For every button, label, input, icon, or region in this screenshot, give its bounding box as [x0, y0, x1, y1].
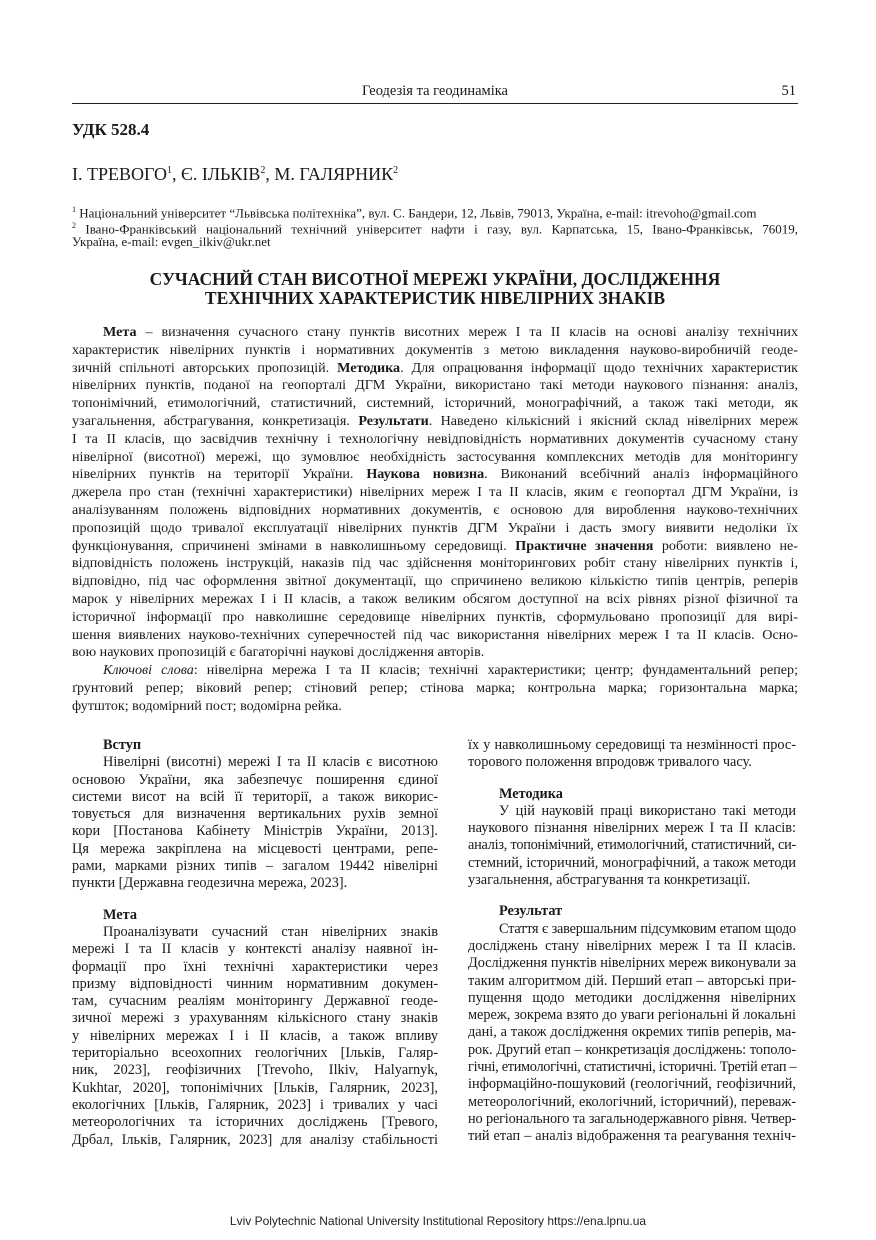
text-run: зичної мережі з урахуванням кількісного стану знаків	[72, 1010, 438, 1027]
author-name: М. ГАЛЯРНИК	[274, 164, 394, 184]
text-run: основою України, яка забезпечує поширення єдиної	[72, 771, 438, 788]
text-run: Стаття є завершальним підсумковим етапом щодо	[499, 920, 796, 937]
running-header-journal: Геодезія та геодинаміка	[362, 83, 508, 99]
abstract-line	[72, 324, 798, 342]
body-text-line	[72, 1132, 438, 1149]
text-run: нівелірної (висотної) мережі, що зумовлює необхідність застосування комплексних методів для моніторингу	[72, 448, 798, 465]
abstract-line	[72, 538, 798, 556]
affiliation-mark: 2	[72, 221, 76, 230]
text-run: шення виявлених науково-технічних суперечностей під час використання нівелірних мереж I та II класів. Осно-	[72, 626, 798, 643]
body-text-line	[72, 772, 438, 789]
text-run: нівелірних пунктів, поданої на геопорталі ДГМ України, використано такі методи наукового пізнання: аналіз,	[72, 377, 798, 394]
text-run: Kukhtar, 2020], топонімічних [Ільків, Галярник, 2023],	[72, 1079, 438, 1096]
bold-run-in-heading: Практичне значення	[515, 537, 654, 554]
text-run: аналіз, топонімічний, етимологічний, статистичний, си-	[468, 837, 796, 854]
text-run: призму відповідності чинним нормативним докумен-	[72, 975, 438, 992]
article-title-line: СУЧАСНИЙ СТАН ВИСОТНОЇ МЕРЕЖІ УКРАЇНИ, ДОСЛІДЖЕННЯ	[149, 269, 721, 289]
text-run: Методика	[499, 785, 563, 802]
abstract-line	[72, 644, 798, 662]
body-text-line	[72, 1114, 438, 1131]
abstract-line	[72, 627, 798, 645]
text-run: роботи: виявлено не-	[653, 537, 798, 554]
body-text-line	[468, 737, 796, 754]
body-text-line	[72, 941, 438, 958]
abstract	[72, 324, 798, 716]
body-text-line	[72, 858, 438, 875]
text-run: ґрунтовий репер; віковий репер; стіновий репер; стінова марка; контрольна марка; горизонтальна марка;	[72, 679, 798, 696]
text-run: рок. Другий етап – конкретизація досліджень: тополо-	[468, 1041, 796, 1058]
text-run: : нівелірна мережа I та II класів; технічні характеристики; центр; фундаментальний репер;	[193, 662, 798, 679]
repository-footer: Lviv Polytechnic National University Institutional Repository https://ena.lpnu.ua	[229, 1214, 647, 1228]
abstract-line	[72, 377, 798, 395]
abstract-line	[72, 520, 798, 538]
text-run: Дослідження пунктів нівелірних мереж виконували за	[468, 955, 796, 972]
text-run: . Наведено кількісний і якісний склад нівелірних мереж	[428, 412, 799, 429]
body-text-line	[468, 1024, 796, 1041]
body-text-line	[72, 1080, 438, 1097]
text-run: I та II класів, що засвідчив технічну і технологічну невідповідність нормативних документів сучасному стану	[72, 430, 798, 447]
body-text-line	[468, 837, 796, 854]
text-run: джерела про стан (технічні характеристики) нівелірних мереж I та II класів, яким є геопортал ДГМ України, із	[72, 484, 798, 501]
page-number: 51	[781, 83, 796, 99]
abstract-line	[72, 698, 798, 716]
text-run: інформаційно-пошуковий (геологічний, геофізичний,	[468, 1076, 796, 1093]
body-text-line	[468, 938, 796, 955]
body-text-line	[468, 1007, 796, 1024]
abstract-line	[72, 342, 798, 360]
body-text-line	[72, 993, 438, 1010]
text-run: екологічних [Ільків, Галярник, 2023] і тривалих у часі	[72, 1096, 438, 1113]
text-run: Мета	[103, 906, 137, 923]
paragraph-gap	[72, 893, 438, 907]
affiliation-mark: 1	[72, 205, 76, 214]
body-text-line	[72, 976, 438, 993]
text-run: рами, марками різних типів – загалом 19442 нівелірні	[72, 858, 438, 875]
text-run: Нівелірні (висотні) мережі I та II класів є висотною	[103, 754, 438, 771]
text-run: досліджень стану нівелірних мереж I та II класів.	[468, 937, 796, 954]
text-run: товується для визначення вертикальних рухів земної	[72, 806, 438, 823]
abstract-line	[72, 555, 798, 573]
section-heading	[468, 903, 796, 920]
text-run: футшток; водомірний пост; водомірна рейка.	[72, 697, 342, 714]
paragraph-gap	[468, 772, 796, 786]
text-run: таким алгоритмом дій. Перший етап – авторські при-	[468, 972, 796, 989]
text-run: відповідність положень інструкцій, наказів під час здійснення моніторингових робіт стану нівелірних пунктів і,	[72, 555, 798, 572]
body-text-line	[468, 955, 796, 972]
text-run: мереж, зокрема взято до уваги регіональні й локальні	[468, 1007, 796, 1024]
abstract-line	[72, 449, 798, 467]
bold-run-in-heading: Методика	[337, 359, 401, 376]
author-affiliation-mark: 2	[393, 165, 399, 176]
text-run: метеорологічний, екологічний, історичний), переваж-	[468, 1093, 796, 1110]
text-run: вою наукових пропозицій є багаторічні наукові дослідження авторів.	[72, 644, 485, 661]
text-run: . Виконаний всебічний аналіз інформаційного	[484, 466, 799, 483]
text-run: – визначення сучасного стану пунктів висотних мереж I та II класів на основі аналізу технічних	[136, 324, 798, 340]
text-run: їх у навколишньому середовищі та незмінності прос-	[468, 737, 796, 753]
text-run: системи висот на всій її території, а також викорис-	[72, 788, 438, 805]
text-run: зичній спільноті авторських пропозицій.	[72, 359, 338, 376]
author-affiliation-mark: 2	[260, 165, 266, 176]
body-text-line	[72, 754, 438, 771]
text-run: дані, а також дослідження окремих типів реперів, ма-	[468, 1024, 796, 1041]
body-text-line	[468, 1042, 796, 1059]
body-text-line	[468, 1076, 796, 1093]
text-run: Проаналізувати сучасний стан нівелірних знаків	[103, 923, 438, 940]
body-text-line	[468, 1059, 796, 1076]
bold-run-in-heading: Результати	[358, 412, 429, 429]
text-run: марок у нівелірних мережах I і II класів, а також великим обсягом доступної на всіх рівнях різної фізичної та	[72, 590, 798, 607]
body-text-line	[72, 1028, 438, 1045]
italic-label: Ключові слова	[103, 662, 194, 679]
text-run: відповідно, під час оформлення звітної документації, що спричинено великою кількістю типів центрів, реперів	[72, 573, 798, 590]
bold-run-in-heading: Мета	[103, 324, 137, 340]
abstract-line	[72, 413, 798, 431]
body-text-line	[468, 855, 796, 872]
body-text-line	[72, 1010, 438, 1027]
author-name: І. ТРЕВОГО	[72, 164, 167, 184]
body-text-line	[72, 841, 438, 858]
text-run: гічні, етимологічні, статистичні, історичні. Третій етап –	[468, 1059, 797, 1076]
author-list	[72, 164, 398, 185]
text-run: пункти [Державна геодезична мережа, 2023].	[72, 875, 348, 892]
body-text-line	[468, 990, 796, 1007]
text-run: Дрбал, Ільків, Галярник, 2023] для аналізу стабільності	[72, 1131, 438, 1148]
body-text-line	[72, 1045, 438, 1062]
text-run: метеорологічних та історичних досліджень [Тревого,	[72, 1114, 438, 1131]
affiliation-2-continued: Україна, e-mail: evgen_ilkiv@ukr.net	[72, 234, 271, 249]
body-text-line	[72, 1097, 438, 1114]
body-text-line	[72, 806, 438, 823]
section-heading	[468, 786, 796, 803]
text-run: но регіонального та загальнодержавного рівня. Четвер-	[468, 1110, 796, 1127]
text-run: мережі I та II класів у контексті аналізу наявної ін-	[72, 941, 438, 958]
text-run: тий етап – аналіз відображення та реагування техніч-	[468, 1128, 796, 1145]
paragraph-gap	[468, 889, 796, 903]
text-run: пущення щодо методики дослідження нівелірних	[468, 989, 796, 1006]
text-run: функціонування, спричинені змінами в навколишньому середовищі.	[72, 537, 516, 554]
bold-run-in-heading: Наукова новизна	[366, 466, 485, 483]
text-run: стемний, історичний, монографічний, а також методи	[468, 854, 796, 871]
abstract-line	[72, 466, 798, 484]
body-text-line	[468, 820, 796, 837]
text-run: нівелірних пунктів на території України.	[72, 466, 367, 483]
body-text-line	[468, 1128, 796, 1145]
text-run: Результат	[499, 903, 563, 920]
text-run: у нівелірних мережах I і II класів, а також впливу	[72, 1027, 438, 1044]
text-run: кори [Постанова Кабінету Міністрів України, 2013].	[72, 823, 438, 840]
text-run: пропозицій щодо тривалої експлуатації нівелірних пунктів ДГМ України і дасть змогу виявити недоліки їх	[72, 519, 798, 536]
abstract-line	[72, 609, 798, 627]
text-run: характеристик нівелірних пунктів і нормативних документів з метою викладення науково-виробничій геоде-	[72, 341, 798, 358]
abstract-line	[72, 680, 798, 698]
text-run: . Для опрацювання інформації щодо технічних характеристик	[400, 359, 798, 376]
author-name: Є. ІЛЬКІВ	[180, 164, 261, 184]
text-run: Ця мережа закріплена на місцевості центрами, репе-	[72, 840, 438, 857]
body-text-line	[72, 823, 438, 840]
article-title	[72, 270, 798, 308]
body-text-line	[72, 924, 438, 941]
abstract-line	[72, 360, 798, 378]
body-text-line	[468, 921, 796, 938]
right-column	[468, 737, 796, 1146]
text-run: територіально всеохопних геологічних [Ільків, Галяр-	[72, 1045, 438, 1062]
body-text-line	[468, 803, 796, 820]
article-title-line: ТЕХНІЧНИХ ХАРАКТЕРИСТИК НІВЕЛІРНИХ ЗНАКІВ	[204, 288, 666, 308]
body-text-line	[72, 875, 438, 892]
text-run: ник, 2023], геофізичних [Trevoho, Ilkiv, Halyarnyk,	[72, 1062, 438, 1079]
author-separator: ,	[265, 164, 275, 184]
body-text-line	[468, 973, 796, 990]
text-run: Вступ	[103, 737, 142, 753]
text-run: наукового пізнання нівелірних мереж I та II класів:	[468, 820, 796, 837]
affiliation-text: Івано-Франківський національний технічний університет нафти і газу, вул. Карпатська, 15, Івано-Франківськ, 76019,	[85, 221, 799, 237]
udc-code: УДК 528.4	[72, 120, 150, 139]
author-separator: ,	[171, 164, 181, 184]
header-rule	[72, 103, 798, 104]
body-text-line	[468, 872, 796, 889]
text-run: узагальнення, абстрагування, конкретизація.	[72, 412, 359, 429]
abstract-line	[72, 484, 798, 502]
affiliation-text: Національний університет “Львівська політехніка”, вул. С. Бандери, 12, Львів, 79013, Україна, e-mail: itrevoho@gmail.com	[79, 205, 757, 221]
left-column	[72, 737, 438, 1149]
body-text-line	[468, 1111, 796, 1128]
text-run: аналізуванням положень відповідних нормативних документів, є основою для вироблення науково-технічних	[72, 501, 798, 518]
abstract-line	[72, 591, 798, 609]
text-run: узагальнення, абстрагування та конкретизації.	[468, 872, 751, 889]
body-text-line	[468, 1094, 796, 1111]
text-run: У цій науковій праці використано такі методи	[499, 802, 796, 819]
abstract-line	[72, 395, 798, 413]
abstract-line	[72, 502, 798, 520]
text-run: топонімічний, етимологічний, статистичний, системний, історичний, монографічний, а також такі методи, як	[72, 395, 798, 412]
body-text-line	[72, 959, 438, 976]
body-text-line	[72, 789, 438, 806]
text-run: там, сучасним реаліям моніторингу Державної геоде-	[72, 993, 438, 1010]
text-run: торового положення впродовж тривалого часу.	[468, 754, 752, 771]
section-heading	[72, 907, 438, 924]
body-text-line	[468, 754, 796, 771]
abstract-line	[72, 573, 798, 591]
abstract-line	[72, 662, 798, 680]
abstract-line	[72, 431, 798, 449]
author-affiliation-mark: 1	[166, 165, 172, 176]
text-run: формації про їхні технічні характеристики через	[72, 958, 438, 975]
section-heading	[72, 737, 438, 754]
text-run: історичної інформації про навколишнє середовище нівелірних пунктів, сформульовано пропозиції для вирі-	[72, 608, 798, 625]
body-text-line	[72, 1062, 438, 1079]
